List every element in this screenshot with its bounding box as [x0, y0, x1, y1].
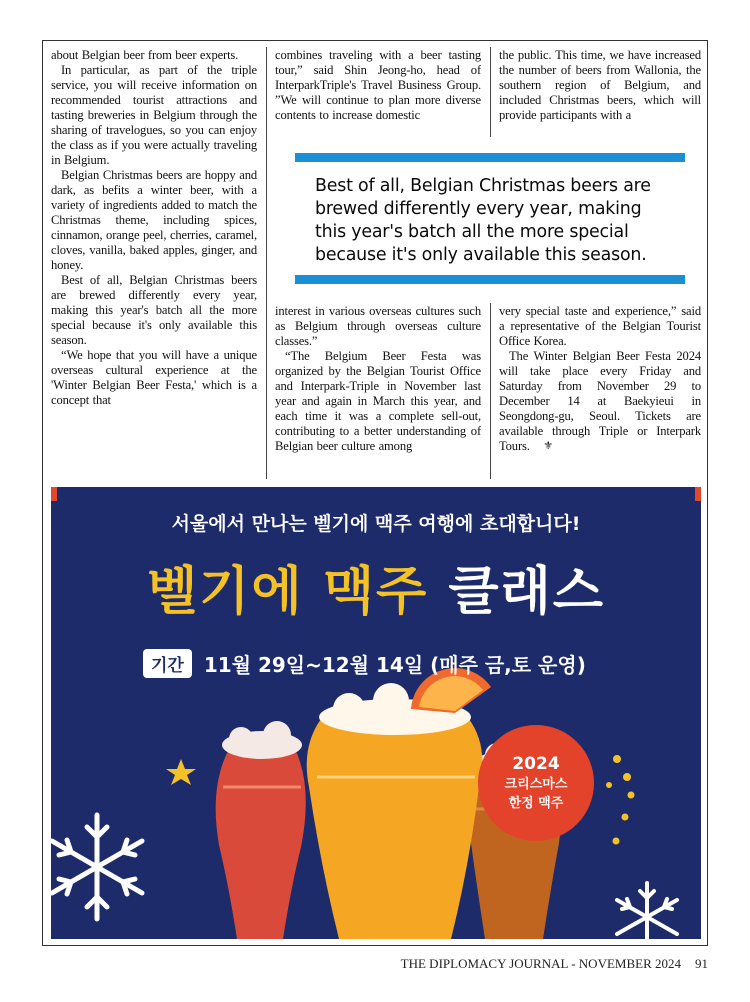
column-divider [490, 47, 491, 137]
red-beer-glass-icon [216, 721, 306, 939]
sparkle-dot [623, 773, 631, 781]
page-footer [401, 956, 708, 972]
paragraph [499, 349, 701, 455]
badge-year: 2024 [512, 754, 560, 774]
pull-quote-bottom-bar [295, 275, 685, 284]
pull-quote: Best of all, Belgian Christmas beers are brewed differently every year, making this year's batch all the more special because it's only available this season. [315, 176, 651, 265]
page-number: 91 [695, 956, 708, 971]
event-banner [51, 487, 701, 939]
sparkle-dot [622, 814, 629, 821]
sparkle-dot [606, 782, 612, 788]
period-label: 기간 [143, 649, 192, 678]
limited-edition-badge [478, 725, 594, 841]
article-column-1 [51, 48, 257, 478]
sparkle-dot [628, 792, 635, 799]
journal-name: THE DIPLOMACY JOURNAL - NOVEMBER 2024 [400, 956, 681, 971]
snowflake-icon [617, 883, 677, 939]
closing-paragraph-text: The Winter Belgian Beer Festa 2024 will take place every Friday and Saturday from November 29 to December 14 at Baekyieui in Seongdong-gu, Seoul. Tickets are available through Triple or Interpark Tours. [499, 349, 701, 453]
sparkle-dot [613, 838, 620, 845]
paragraph: interest in various overseas cultures such as Belgium through overseas culture classes.” [275, 304, 481, 348]
paragraph: “The Belgium Beer Festa was organized by the Belgian Tourist Office and Interpark-Triple in November last year and again in March this year, and each time it was a complete sell-out, contributing to a better understanding of Belgian beer culture among [275, 349, 481, 453]
banner-title-part2: 클래스 [448, 562, 606, 622]
paragraph: about Belgian beer from beer experts. [51, 48, 239, 62]
end-mark-icon: ⚜ [543, 440, 553, 452]
column-divider [266, 47, 267, 479]
event-period [143, 647, 586, 679]
banner-subtitle: 서울에서 만나는 벨기에 맥주 여행에 초대합니다! [171, 513, 581, 535]
sparkle-dot [613, 755, 621, 763]
paragraph: combines traveling with a beer tasting tour,” said Shin Jeong-ho, head of InterparkTriple's Travel Business Group. ”We will continue to plan more diverse contents to increase domestic [275, 48, 481, 122]
paragraph: Best of all, Belgian Christmas beers are brewed differently every year, making this year's batch all the more special because it's only available this season. [51, 273, 257, 347]
paragraph: In particular, as part of the triple service, you will receive information on recommended tourist attractions and tasting breweries in Belgium through the sharing of travelogues, so you can enjoy the class as if you were actually traveling in Belgium. [51, 63, 257, 167]
paragraph: Belgian Christmas beers are hoppy and dark, as befits a winter beer, with a variety of ingredients added to match the Christmas theme, including spices, cinnamon, orange peel, cherries, caramel, cloves, vanilla, baked apples, ginger, and honey. [51, 168, 257, 272]
article-column-3-bottom [499, 304, 701, 479]
column-divider [490, 303, 491, 479]
star-icon [166, 759, 196, 785]
period-value: 11월 29일~12월 14일 (매주 금,토 운영) [203, 652, 586, 677]
badge-line2: 한정 맥주 [508, 796, 564, 811]
banner-title-part1: 벨기에 맥주 [146, 562, 429, 622]
banner-title [51, 549, 701, 624]
snowflake-icon [52, 815, 142, 919]
badge-line1: 크리스마스 [504, 777, 568, 792]
article-column-2-bottom [275, 304, 481, 479]
pull-quote-top-bar [295, 153, 685, 162]
paragraph: very special taste and experience,” said a representative of the Belgian Tourist Office Korea. [499, 304, 701, 348]
article-frame [42, 40, 708, 946]
paragraph: the public. This time, we have increased the number of beers from Wallonia, the southern region of Belgium, and included Christmas beers, which will provide participants with a [499, 48, 701, 122]
paragraph: “We hope that you will have a unique overseas cultural experience at the 'Winter Belgian Beer Festa,' which is a concept that [51, 348, 257, 407]
article-column-3-top [499, 48, 701, 138]
article-column-2-top [275, 48, 481, 138]
orange-beer-glass-icon [307, 668, 491, 939]
